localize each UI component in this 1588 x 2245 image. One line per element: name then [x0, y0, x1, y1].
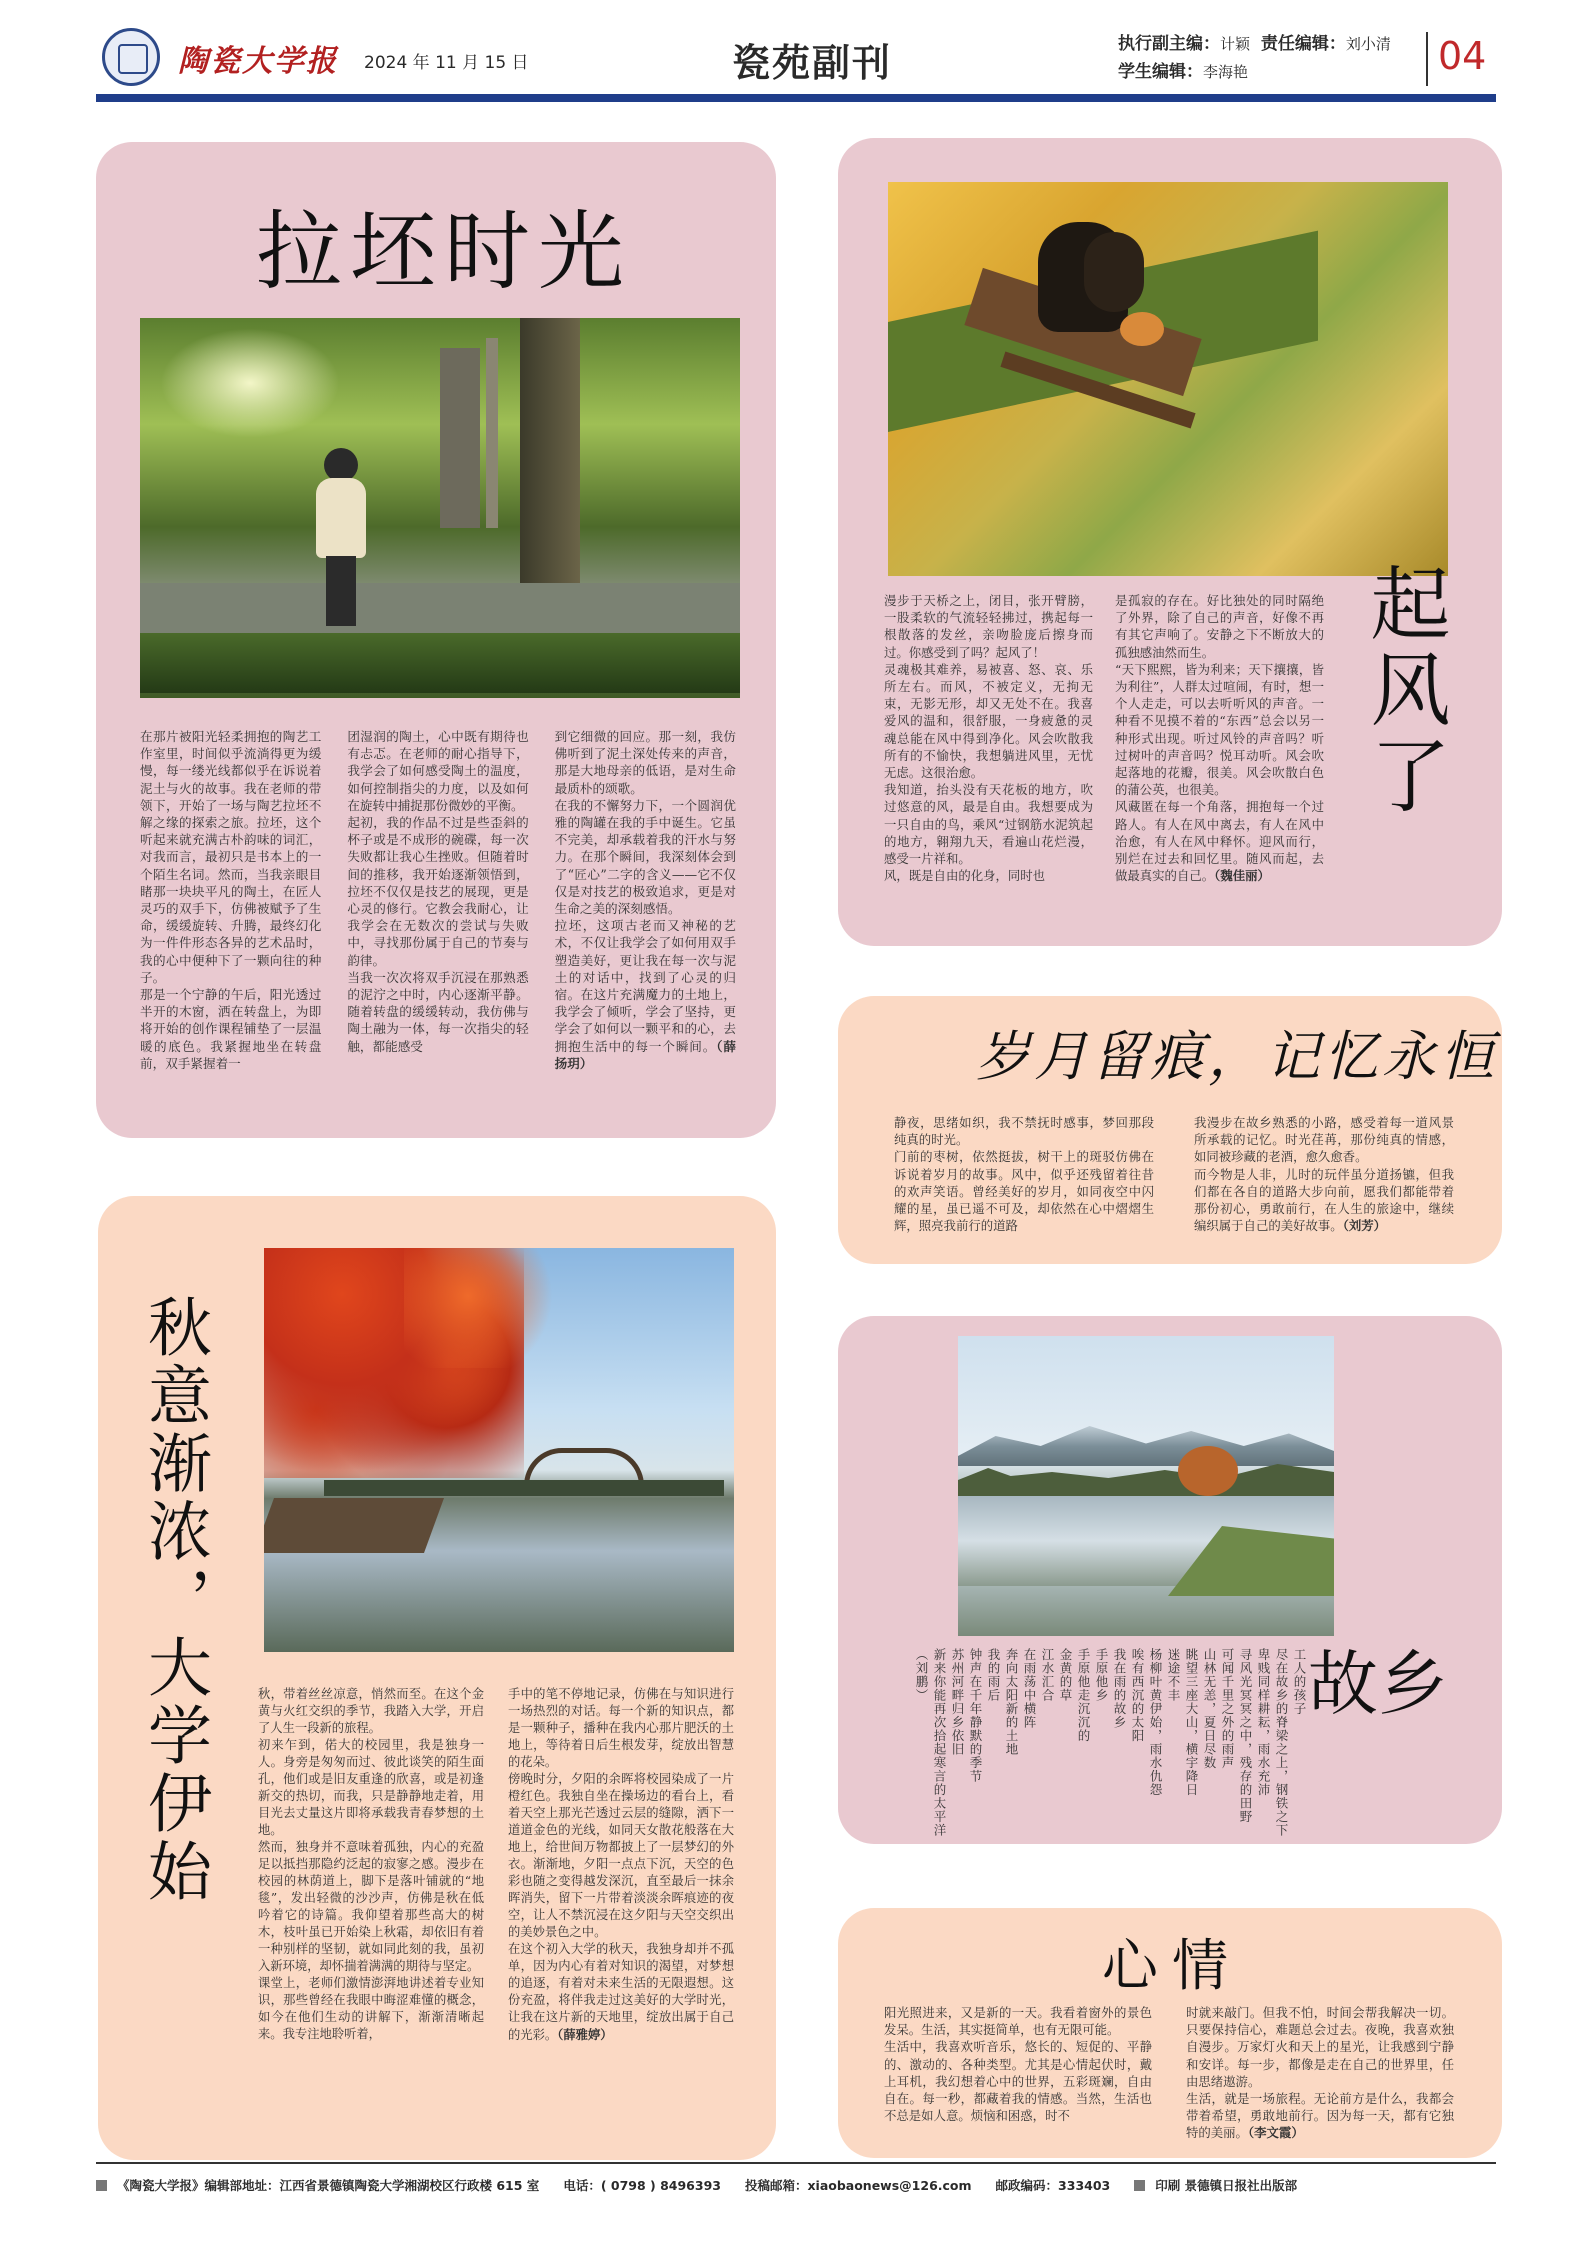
article-card-suiyue: [838, 996, 1502, 1264]
university-seal-icon: [102, 28, 160, 86]
resp-editor-name: 刘小清: [1345, 35, 1391, 53]
poem-text: 工人的孩子 尽在故乡的脊梁之上，钢铁之下 卑贱同样耕耘，雨水充沛 寻风光冥冥之中，残存的田野 可闻千里之外的雨声 山林无恙，夏日尽数 眺望三座大山，横宇降日 迷途不丰 杨柳叶黄伊始，雨水仇怨 唉有西沉的太阳 我在雨的故乡 手原他乡 手原他走沉沉的 金黄的草 江水汇合 在雨荡中横阵 奔向太阳新的土地 我的雨后 钟声在千年静默的季节 苏州河畔归乡依旧 新来你能再次拾起寒言的太平洋: [932, 1648, 1307, 1837]
article-text: 时就来敲门。但我不怕，时间会帮我解决一切。只要保持信心，难题总会过去。夜晚，我喜欢独自漫步。万家灯火和天上的星光，让我感到宁静和安详。每一步，都像是走在自己的世界里，任由思绪遨游。 生活，就是一场旅程。无论前方是什么，我都会带着希望，勇敢地前行。因为每一天，都有它独特的美丽。: [1186, 2005, 1454, 2141]
article-column: [508, 1686, 734, 2126]
article-title: 起风了: [1357, 562, 1450, 820]
article-author: （李文霞）: [1247, 2125, 1304, 2141]
article-card-qiuyi: [98, 1196, 776, 2160]
footer-postcode: 邮政编码：333403: [995, 2178, 1111, 2193]
article-column: 静夜，思绪如织，我不禁抚时感事，梦回那段纯真的时光。 门前的枣树，依然挺拔，树干上的斑驳仿佛在诉说着岁月的故事。风中，似乎还残留着往昔的欢声笑语。曾经美好的岁月，如同夜空中闪耀的星，虽已遥不可及，却依然在心中熠熠生辉，照亮我前行的道路: [894, 1115, 1154, 1234]
article-column: 团湿润的陶土，心中既有期待也有忐忑。在老师的耐心指导下，我学会了如何感受陶土的温度，如何控制指尖的力度，以及如何在旋转中捕捉那份微妙的平衡。 起初，我的作品不过是些歪斜的杯子或是不成形的碗碟，每一次失败都让我心生挫败。但随着时间的推移，我开始逐渐领悟到，拉坯不仅仅是技艺的展现，更是心灵的修行。它教会我耐心，让我学会在无数次的尝试与失败中，寻找那份属于自己的节奏与韵律。 当我一次次将双手沉浸在那熟悉的泥泞之中时，内心逐渐平静。随着转盘的缓缓转动，我仿佛与陶土融为一体，每一次指尖的轻触，都能感受: [347, 729, 529, 1054]
article-card-lapi: [96, 142, 776, 1138]
article-author: （薛扬玥）: [554, 1038, 736, 1071]
footer-phone: 电话：( 0798 ) 8496393: [563, 2178, 721, 2193]
article-body: [884, 592, 1324, 932]
article-column: 漫步于天桥之上，闭目，张开臂膀，一股柔软的气流轻轻拂过，携起每一根散落的发丝，亲吻脸庞后擦身而过。你感受到了吗？起风了！ 灵魂极其难养，易被喜、怒、哀、乐所左右。而风，不被定义，无拘无束，无影无形，却又无处不在。我喜爱风的温和，很舒服，一身疲惫的灵魂总能在风中得到净化。风会吹散我所有的不愉快，我想躺进风里，无忧无虑。这很治愈。 我知道，抬头没有天花板的地方，吹过悠意的风，最是自由。我想要成为一只自由的鸟，乘风“过钢筋水泥筑起的地方，翱翔九天，看遍山花烂漫，感受一片祥和。 风，既是自由的化身，同时也: [884, 593, 1093, 884]
article-author: （薛雅婷）: [557, 2027, 613, 2042]
article-text: 是孤寂的存在。好比独处的同时隔绝了外界，除了自己的声音，好像不再有其它声响了。安静之下不断放大的孤独感油然而生。 “天下熙熙，皆为利来；天下攘攘，皆为利往”，人群太过喧闹，有时，想一个人走走，可以去听听风的声音。一种看不见摸不着的“东西”总会以另一种形式出现。听过风铃的声音吗？听过树叶的声音吗？悦耳动听。风会吹起落地的花瓣，很美。风会吹散白色的蒲公英，也很美。 风藏匿在每一个角落，拥抱每一个过路人。有人在风中离去，有人在风中治愈，有人在风中释怀。迎风而行，别烂在过去和回忆里。随风而起，去做最真实的自己。: [1115, 593, 1324, 884]
photo-red-leaves-lake: [264, 1248, 734, 1652]
article-title: 故乡: [1308, 1643, 1448, 1725]
resp-editor-label: 责任编辑：: [1260, 34, 1346, 54]
header-rule: [96, 94, 1496, 102]
page-number: 04: [1438, 34, 1487, 78]
article-author: （魏佳丽）: [1214, 868, 1270, 884]
article-column: 秋，带着丝丝凉意，悄然而至。在这个金黄与火红交织的季节，我踏入大学，开启了人生一段新的旅程。 初来乍到，偌大的校园里，我是独身一人。身旁是匆匆而过、彼此谈笑的陌生面孔，他们或是旧友重逢的欣喜，或是初逢新交的热切，而我，只是静静地走着，用目光去丈量这片即将承载我青春梦想的土地。 然而，独身并不意味着孤独，内心的充盈足以抵挡那隐约泛起的寂寥之感。漫步在校园的林荫道上，脚下是落叶铺就的“地毯”，发出轻微的沙沙声，仿佛是秋在低吟着它的诗篇。我仰望着那些高大的树木，枝叶虽已开始染上秋霜，却依旧有着一种别样的坚韧，就如同此刻的我，虽初入新环境，却怀揣着满满的期待与坚定。 课堂上，老师们激情澎湃地讲述着专业知识，那些曾经在我眼中晦涩难懂的概念，如今在他们生动的讲解下，渐渐清晰起来。我专注地聆听着，: [258, 1687, 484, 2041]
article-author: （刘鹏）: [914, 1648, 929, 1702]
photo-bench-girls-cat: [888, 182, 1448, 576]
editor-credits: [1118, 30, 1391, 86]
issue-date: 2024 年 11 月 15 日: [364, 53, 529, 73]
photo-reading-student: [140, 318, 740, 698]
article-column: 在那片被阳光轻柔拥抱的陶艺工作室里，时间似乎流淌得更为缓慢，每一缕光线都似乎在诉说着泥土与火的故事。我在老师的带领下，开始了一场与陶艺拉坯不解之缘的探索之旅。拉坯，这个听起来就充满古朴韵味的词汇，对我而言，最初只是书本上的一个陌生名词。然而，当我亲眼目睹那一块块平凡的陶土，在匠人灵巧的双手下，仿佛被赋予了生命，缓缓旋转、升腾，最终幻化为一件件形态各异的艺术品时，我的心中便种下了一颗向往的种子。 那是一个宁静的午后，阳光透过半开的木窗，洒在转盘上，为即将开始的创作课程铺垫了一层温暖的底色。我紧握地坐在转盘前，双手紧握着一: [140, 729, 322, 1071]
article-title: 心情: [1102, 1934, 1242, 1999]
article-title: 秋意渐浓，大学伊始: [137, 1294, 211, 1906]
article-body: [894, 1114, 1454, 1244]
masthead: [96, 22, 1496, 100]
article-text: 手中的笔不停地记录，仿佛在与知识进行一场热烈的对话。每一个新的知识点，都是一颗种子，播种在我内心那片肥沃的土地上，等待着日后生根发芽，绽放出智慧的花朵。 傍晚时分，夕阳的余晖将校园染成了一片橙红色。我独自坐在操场边的看台上，看着天空上那光芒透过云层的缝隙，洒下一道道金色的光线，如同天女散花般落在大地上，给世间万物都披上了一层梦幻的外衣。渐渐地，夕阳一点点下沉，天空的色彩也随之变得越发深沉，直至最后一抹余晖消失，留下一片带着淡淡余晖痕迹的夜空，让人不禁沉浸在这夕阳与天空交织出的美妙景色之中。 在这个初入大学的秋天，我独身却并不孤单，因为内心有着对知识的渴望，对梦想的追逐，有着对未来生活的无限遐想。这份充盈，将伴我走过这美好的大学时光，让我在这片新的天地里，绽放出属于自己的光彩。: [508, 1687, 734, 2042]
article-column: [1115, 592, 1324, 932]
footer-address: 《陶瓷大学报》编辑部地址：江西省景德镇陶瓷大学湘湖校区行政楼 615 室: [117, 2178, 540, 2193]
footer-email: 投稿邮箱：xiaobaonews@126.com: [744, 2178, 972, 2193]
footer-square-icon: [1134, 2180, 1145, 2191]
article-body: [884, 2004, 1454, 2144]
article-title: 拉坯时光: [256, 202, 632, 302]
exec-editor-name: 计颖: [1220, 35, 1251, 53]
paper-name: 陶瓷大学报: [178, 44, 338, 79]
article-column: 阳光照进来，又是新的一天。我看着窗外的景色发呆。生活，其实挺简单，也有无限可能。 生活中，我喜欢听音乐，悠长的、短促的、平静的、激动的、各种类型。尤其是心情起伏时，戴上耳机，我幻想着心中的世界，五彩斑斓，自由自在。每一秒，都藏着我的情感。当然，生活也不总是如人意。烦恼和困惑，时不: [884, 2005, 1152, 2124]
article-body: [140, 728, 736, 1108]
header-divider: [1426, 32, 1428, 86]
footer-square-icon: [96, 2180, 107, 2191]
exec-editor-label: 执行副主编：: [1118, 34, 1220, 54]
photo-hometown-lake: [958, 1336, 1334, 1636]
article-card-guxiang: [838, 1316, 1502, 1844]
article-column: [555, 728, 736, 1108]
footer-printer: 印刷 景德镇日报社出版部: [1155, 2178, 1298, 2193]
footer-rule: [96, 2162, 1496, 2164]
student-editor-name: 李海艳: [1203, 63, 1249, 81]
article-column: [1186, 2004, 1454, 2144]
article-title: 岁月留痕，记忆永恒: [976, 1025, 1498, 1088]
footer: [96, 2174, 1496, 2196]
article-author: （刘芳）: [1342, 1218, 1387, 1234]
article-card-qifeng: [838, 138, 1502, 946]
article-text: 我漫步在故乡熟悉的小路，感受着每一道风景所承载的记忆。时光荏苒，那份纯真的情感，如同被珍藏的老酒，愈久愈香。 而今物是人非，儿时的玩伴虽分道扬镳，但我们都在各自的道路大步向前，愿我们都能带着那份初心，勇敢前行，在人生的旅途中，继续编织属于自己的美好故事。: [1194, 1115, 1454, 1234]
article-body: [258, 1686, 734, 2126]
section-title: 瓷苑副刊: [732, 40, 893, 85]
article-text: 到它细微的回应。那一刻，我仿佛听到了泥土深处传来的声音，那是大地母亲的低语，是对生命最质朴的颂歌。 在我的不懈努力下，一个圆润优雅的陶罐在我的手中诞生。它虽不完美，却承载着我的汗水与努力。在那个瞬间，我深刻体会到了“匠心”二字的含义——它不仅仅是对技艺的极致追求，更是对生命之美的深刻感悟。 拉坯，这项古老而又神秘的艺术，不仅让我学会了如何用双手塑造美好，更让我在每一次与泥土的对话中，找到了心灵的归宿。在这片充满魔力的土地上，我学会了倾听，学会了坚持，更学会了如何以一颗平和的心，去拥抱生活中的每一个瞬间。: [554, 729, 736, 1054]
article-column: [1194, 1114, 1454, 1244]
poem-body: [888, 1648, 1308, 1838]
article-card-xinqing: [838, 1908, 1502, 2158]
student-editor-label: 学生编辑：: [1118, 62, 1203, 82]
